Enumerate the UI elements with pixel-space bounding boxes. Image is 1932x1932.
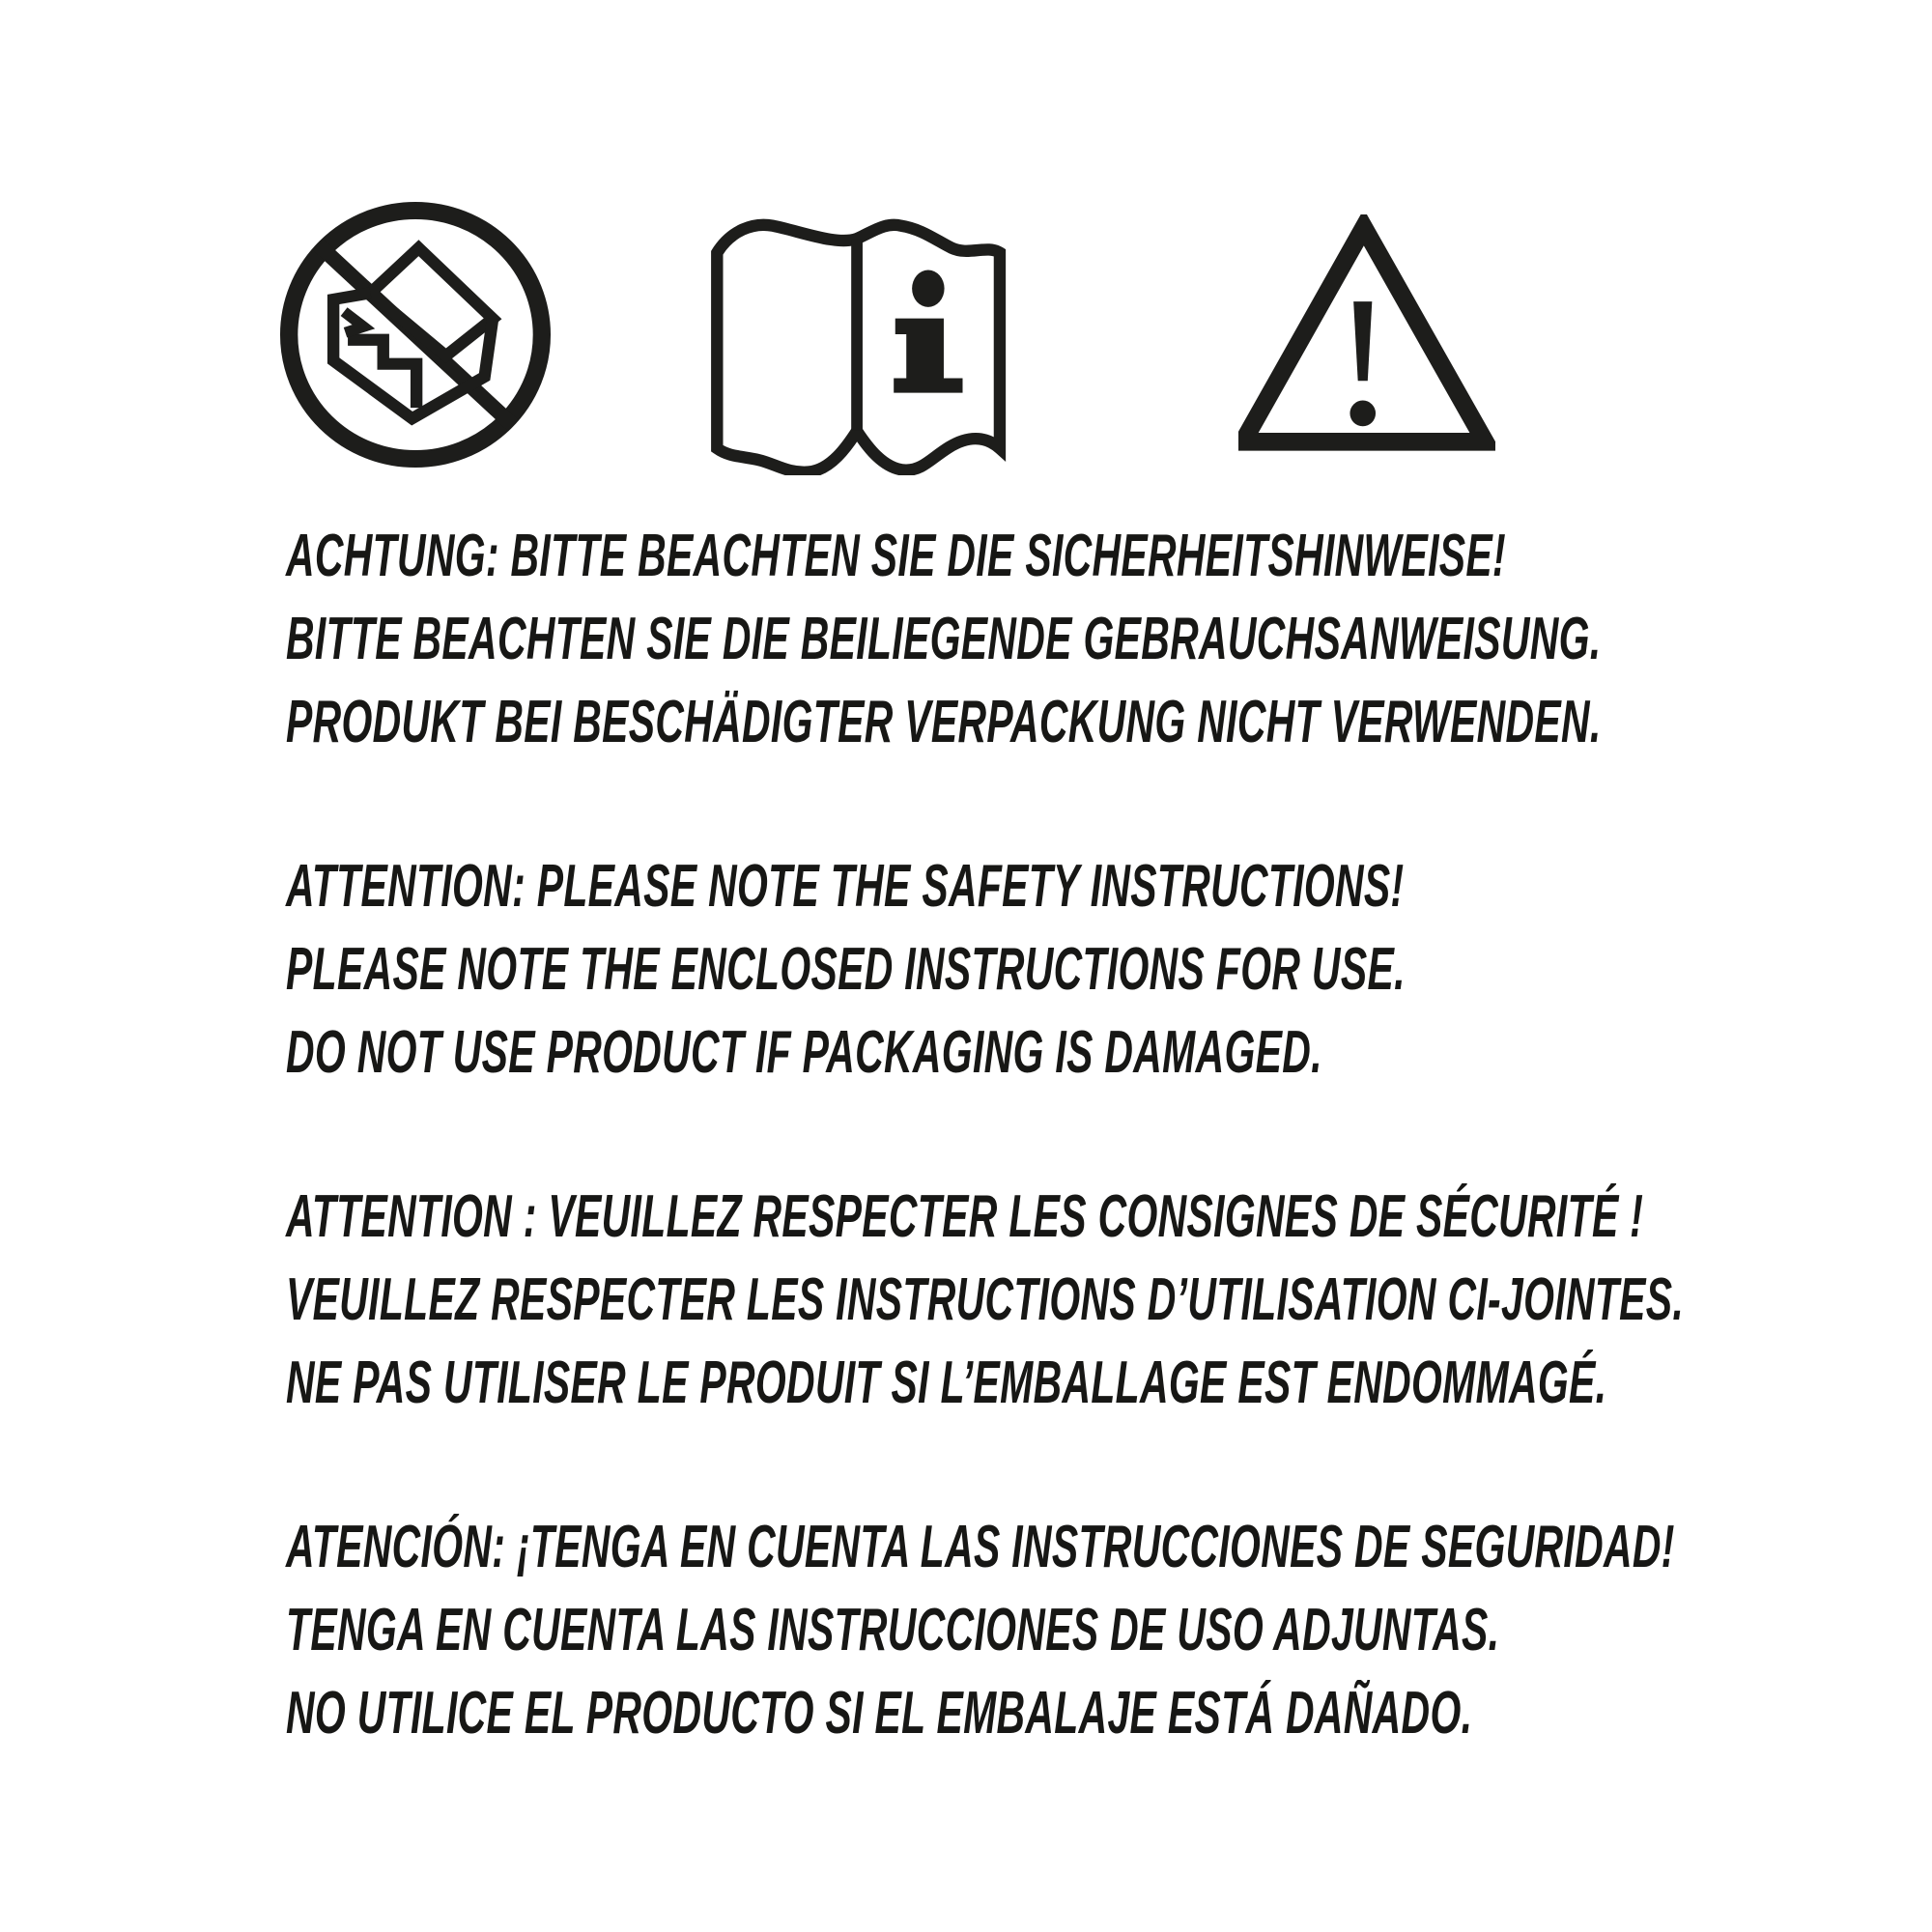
notice-block-english: [286, 845, 1932, 1094]
do-not-use-if-package-damaged-icon: [279, 201, 552, 469]
notice-line-german-1: ACHTUNG: BITTE BEACHTEN SIE DIE SICHERHEITSHINWEISE!: [286, 523, 1507, 589]
warning-icon: [1238, 214, 1495, 452]
notice-line-spanish-1: ATENCIÓN: ¡TENGA EN CUENTA LAS INSTRUCCIONES DE SEGURIDAD!: [286, 1514, 1675, 1580]
notice-block-german: [286, 515, 1932, 764]
notice-line-english-3: DO NOT USE PRODUCT IF PACKAGING IS DAMAGED.: [286, 1019, 1322, 1086]
notice-line-english-1: ATTENTION: PLEASE NOTE THE SAFETY INSTRUCTIONS!: [286, 853, 1405, 920]
notice-line-german-2: BITTE BEACHTEN SIE DIE BEILIEGENDE GEBRAUCHSANWEISUNG.: [286, 606, 1602, 672]
notice-line-french-1: ATTENTION : VEUILLEZ RESPECTER LES CONSIGNES DE SÉCURITÉ !: [286, 1183, 1644, 1250]
notice-line-english-2: PLEASE NOTE THE ENCLOSED INSTRUCTIONS FOR USE.: [286, 936, 1406, 1003]
notice-line-french-3: NE PAS UTILISER LE PRODUIT SI L’EMBALLAGE EST ENDOMMAGÉ.: [286, 1350, 1607, 1416]
notice-line-french-2: VEUILLEZ RESPECTER LES INSTRUCTIONS D’UTILISATION CI-JOINTES.: [286, 1266, 1685, 1333]
notice-line-german-3: PRODUKT BEI BESCHÄDIGTER VERPACKUNG NICHT VERWENDEN.: [286, 689, 1602, 755]
notice-block-spanish: [286, 1506, 1932, 1755]
notice-line-spanish-3: NO UTILICE EL PRODUCTO SI EL EMBALAJE ESTÁ DAÑADO.: [286, 1680, 1473, 1747]
notice-block-french: [286, 1176, 1932, 1425]
consult-instructions-for-use-icon: [708, 218, 1008, 475]
notice-line-spanish-2: TENGA EN CUENTA LAS INSTRUCCIONES DE USO ADJUNTAS.: [286, 1597, 1500, 1663]
